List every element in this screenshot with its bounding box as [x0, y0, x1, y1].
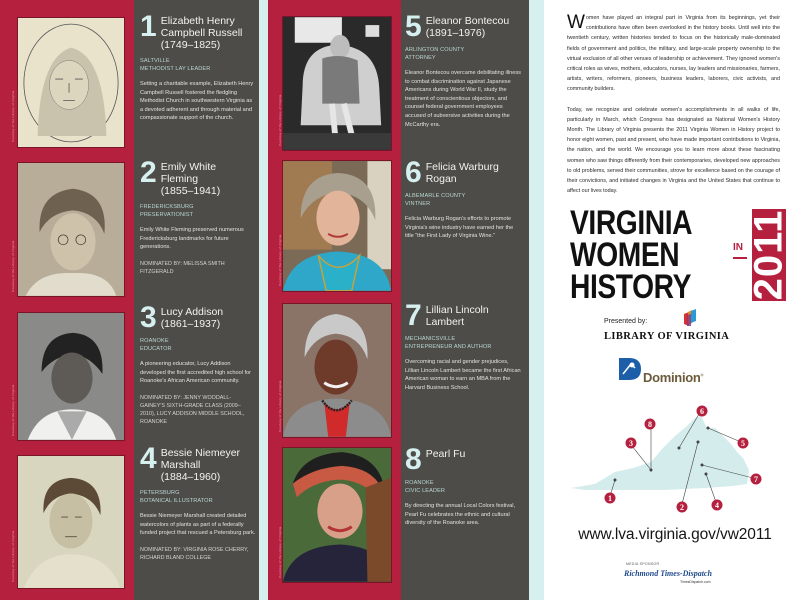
svg-text:6: 6 [700, 407, 704, 416]
honoree-location-role: PETERSBURG BOTANICAL ILLUSTRATOR [140, 490, 213, 504]
honoree-card-2 [140, 156, 256, 276]
engraving-portrait-icon [18, 18, 124, 147]
honoree-description: Eleanor Bontecou overcame debilitating illness to combat discrimination against Japanese Americans during World War II, study the treatment of conscientious objectors, and counsel federal government employees accused of subversive activities during the McCarthy era. [405, 70, 521, 128]
honoree-name: Bessie Niemeyer Marshall (1884–1960) [160, 447, 241, 483]
honoree-card-7 [405, 299, 523, 392]
virginia-women-in-history-logo [570, 204, 791, 306]
honoree-location-role: ALBEMARLE COUNTY VINTNER [405, 193, 466, 207]
svg-text:4: 4 [715, 501, 719, 510]
logo-line-women: WOMEN [570, 236, 680, 274]
honoree-name: Lillian Lincoln Lambert [425, 304, 489, 328]
middle-divider-strip [529, 0, 544, 600]
intro-paragraph-1: Women have played an integral part in Virginia from its beginnings, yet their contributions have often been overlooked in the history books. Until well into the twentieth century, written histories tended to focus on the historically male-dominated fields of government and politics, the military, and large-scale property ownership to the virtual exclusion of all other venues of leadership or achievement. They ignored women's critical roles as wives, mothers, educators, nurses, lay leaders and missionaries, farmers, artists, writers, reformers, pioneers, business leaders, laborers, civic activists, and community builders. [567, 12, 780, 93]
honoree-description: Overcoming racial and gender prejudices, Lillian Lincoln Lambert became the first African American woman to earn an MBA from the Harvard Business School. [405, 359, 521, 391]
portrait-photo-7 [282, 303, 392, 438]
portrait-photo-6 [282, 160, 392, 292]
virginia-map [555, 400, 795, 520]
logo-in: IN [733, 242, 743, 253]
honoree-location-role: SALTVILLE METHODIST LAY LEADER [140, 58, 211, 72]
portrait-photo-8 [282, 447, 392, 583]
dominion-logo: Dominion® [643, 370, 704, 385]
times-dispatch-url: TimesDispatch.com [680, 580, 711, 584]
honoree-card-8 [405, 443, 523, 528]
bw-portrait-icon [18, 313, 124, 440]
honoree-description: A pioneering educator, Lucy Addison developed the first accredited high school for Roanoke's African American community. [140, 361, 252, 385]
honoree-location-role: ROANOKE EDUCATOR [140, 338, 172, 352]
svg-text:3: 3 [629, 439, 633, 448]
honoree-description: Setting a charitable example, Elizabeth Henry Campbell Russell fostered the fledgling Methodist Church in southwestern Virginia as a devoted adherent and through material and compassionate support of the church. [140, 81, 254, 122]
honoree-nominator: NOMINATED BY: VIRGINIA ROSE CHERRY, RICHARD BLAND COLLEGE [140, 546, 249, 561]
color-portrait-icon [283, 161, 391, 291]
honoree-name: Emily White Fleming (1855–1941) [160, 161, 221, 197]
svg-text:1: 1 [608, 494, 612, 503]
drop-cap: W [567, 12, 585, 33]
svg-text:2: 2 [680, 503, 684, 512]
photo-credit-1: Courtesy of the Library of Virginia [11, 90, 15, 142]
left-divider-strip [259, 0, 268, 600]
honoree-card-6 [405, 156, 523, 241]
intro-paragraph-2: Today, we recognize and celebrate women's accomplishments in all walks of life, particularly in March, which Congress has designated as National Women's History Month. The Library of Virginia presents the 2011 Virginia Women in History project to honor eight women, past and present, who have made important contributions to Virginia, the nation, and the world. We encourage you to learn more about these fascinating women who saw things differently from their contemporaries, developed new approaches to old problems, served their communities, strove for excellence based on the courage of their convictions, and initiated changes in Virginia and the United States that continue to affect our lives today. [567, 106, 780, 195]
intro-text [567, 13, 780, 206]
honoree-number: 8 [405, 443, 422, 476]
honoree-name: Pearl Fu [425, 448, 466, 460]
color-portrait-icon [283, 448, 391, 582]
svg-text:5: 5 [741, 439, 745, 448]
honoree-number: 4 [140, 442, 157, 475]
honoree-name: Elizabeth Henry Campbell Russell (1749–1825) [160, 15, 243, 51]
honoree-card-5 [405, 10, 523, 129]
honoree-description: By directing the annual Local Colors festival, Pearl Fu celebrates the ethnic and cultural diversity of the Roanoke area. [405, 503, 516, 527]
svg-text:8: 8 [648, 420, 652, 429]
color-portrait-icon [283, 304, 391, 437]
portrait-photo-5 [282, 16, 392, 151]
honoree-location-role: ARLINGTON COUNTY ATTORNEY [405, 47, 465, 61]
honoree-number: 5 [405, 10, 422, 43]
portrait-photo-2 [17, 162, 125, 297]
honoree-number: 1 [140, 10, 157, 43]
photo-credit-3: Courtesy of the Library of Virginia [11, 384, 15, 436]
media-sponsor-label: MEDIA SPONSOR [626, 562, 660, 566]
sepia-portrait-icon [18, 456, 124, 588]
honoree-name: Eleanor Bontecou (1891–1976) [425, 15, 510, 39]
honoree-nominator: NOMINATED BY: MELISSA SMITH FITZGERALD [140, 260, 225, 275]
svg-text:7: 7 [754, 475, 758, 484]
seated-woman-photo-icon [283, 17, 391, 150]
library-of-virginia-book-icon [683, 309, 697, 327]
honoree-card-3 [140, 301, 256, 426]
portrait-photo-4 [17, 455, 125, 589]
logo-line-history: HISTORY [570, 268, 691, 306]
photo-credit-2: Courtesy of the Library of Virginia [11, 240, 15, 292]
honoree-number: 3 [140, 301, 157, 334]
honoree-number: 6 [405, 156, 422, 189]
library-of-virginia-logo: LIBRARY OF VIRGINIA [604, 331, 730, 342]
website-link[interactable]: www.lva.virginia.gov/vw2011 [578, 526, 772, 543]
honoree-description: Felicia Warburg Rogan's efforts to promote Virginia's wine industry have earned her the title “the First Lady of Virginia Wine.” [405, 216, 514, 240]
honoree-name: Lucy Addison (1861–1937) [160, 306, 224, 330]
photo-credit-8: Courtesy of the Library of Virginia [278, 526, 282, 578]
sepia-portrait-icon [18, 163, 124, 296]
photo-credit-5: Courtesy of the Library of Virginia [278, 94, 282, 146]
photo-credit-4: Courtesy of the Library of Virginia [11, 530, 15, 582]
honoree-location-role: FREDERICKSBURG PRESERVATIONIST [140, 204, 194, 218]
honoree-nominator: NOMINATED BY: JENNY WOODALL-GAINEY'S SIXTH-GRADE CLASS (2009–2010), LUCY ADDISON MIDDLE SCHOOL, ROANOKE [140, 394, 245, 425]
logo-line-virginia: VIRGINIA [570, 204, 693, 242]
presented-by-label: Presented by: [604, 318, 648, 325]
honoree-description: Emily White Fleming preserved numerous Fredericksburg landmarks for future generations. [140, 227, 244, 251]
honoree-location-role: MECHANICSVILLE ENTREPRENEUR AND AUTHOR [405, 336, 492, 350]
virginia-state-shape [571, 416, 749, 490]
photo-credit-7: Courtesy of the Library of Virginia [278, 380, 282, 432]
honoree-number: 7 [405, 299, 422, 332]
photo-credit-6: Courtesy of the Library of Virginia [278, 234, 282, 286]
richmond-times-dispatch-logo: Richmond Times-Dispatch [624, 569, 712, 578]
portrait-photo-3 [17, 312, 125, 441]
honoree-card-1 [140, 10, 256, 123]
logo-in-underline [733, 257, 747, 259]
logo-year: 2011 [746, 209, 791, 301]
honoree-number: 2 [140, 156, 157, 189]
honoree-description: Bessie Niemeyer Marshall created detailed watercolors of plants as part of a federally funded project that rescued a Petersburg park. [140, 513, 256, 537]
dominion-logo-icon [617, 356, 641, 382]
portrait-photo-1 [17, 17, 125, 148]
logo-year-box [746, 209, 791, 301]
honoree-location-role: ROANOKE CIVIC LEADER [405, 480, 446, 494]
honoree-name: Felicia Warburg Rogan [425, 161, 499, 185]
honoree-card-4 [140, 442, 258, 562]
